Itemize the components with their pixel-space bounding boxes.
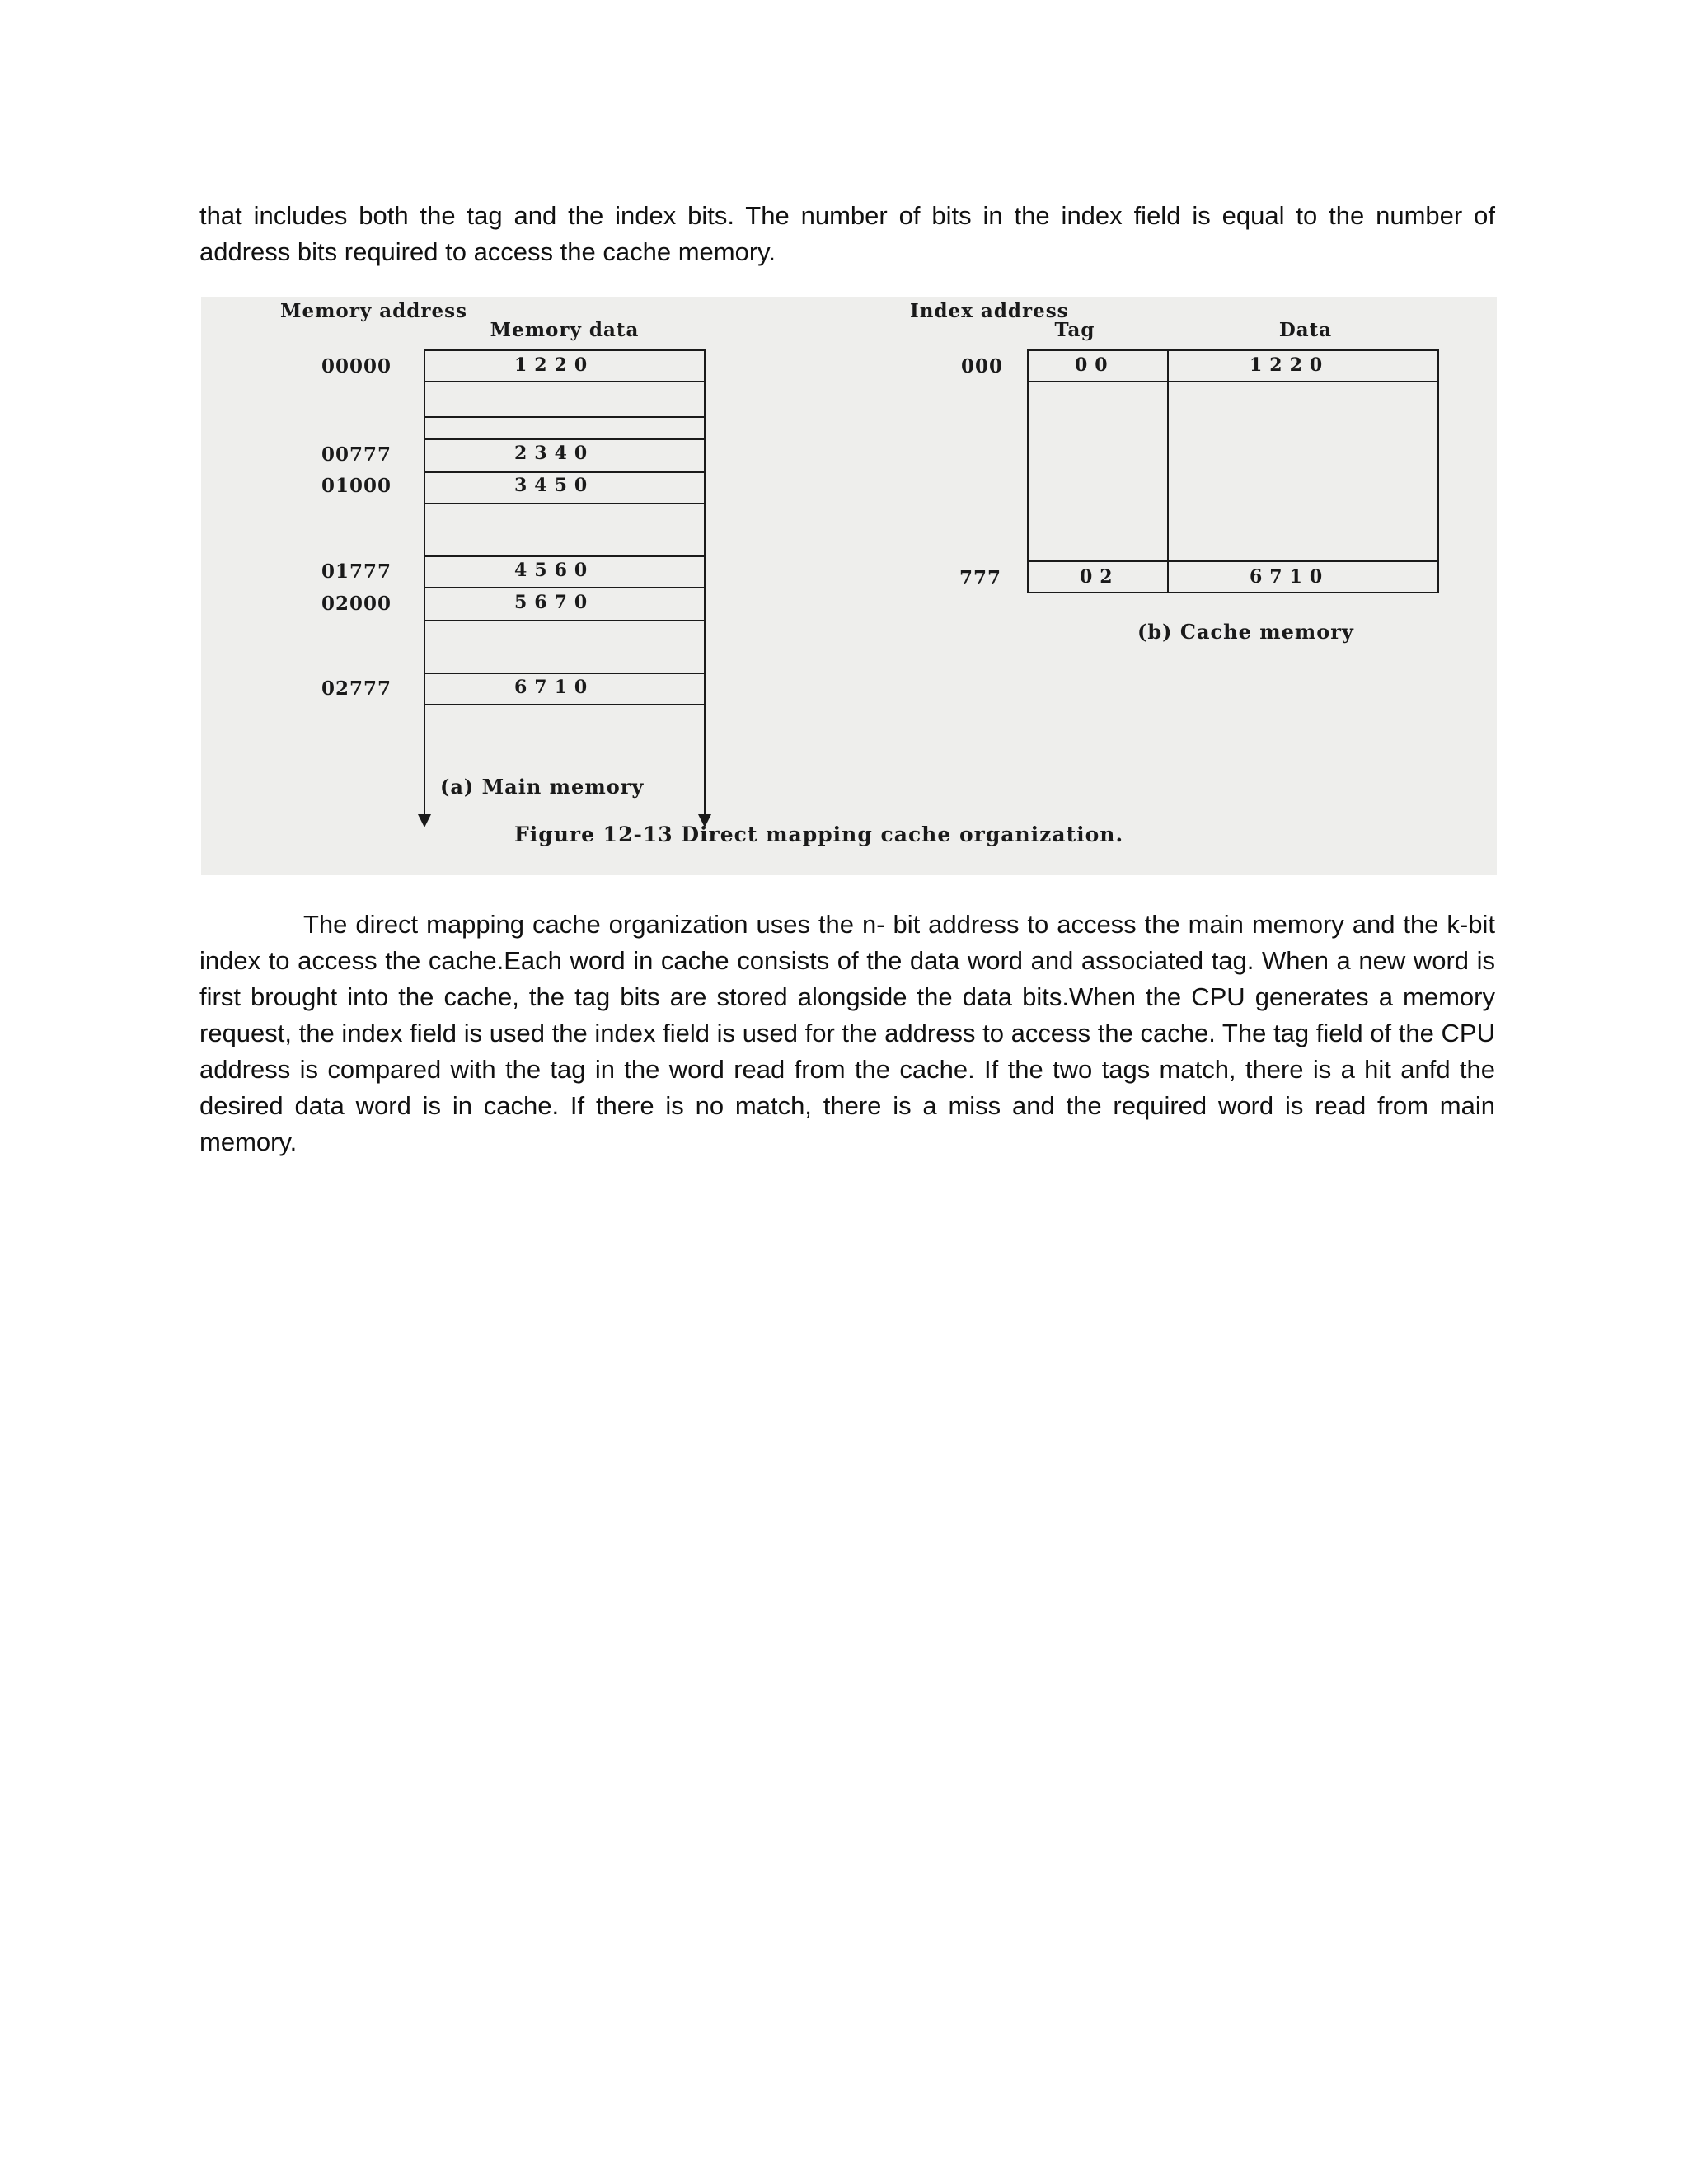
- main-memory-data: 4560: [514, 560, 595, 581]
- main-memory-address: 01000: [321, 475, 392, 497]
- main-memory-data: 3450: [514, 475, 595, 496]
- main-memory-address: 01777: [321, 560, 392, 583]
- main-memory-data: 2340: [514, 443, 595, 464]
- row-divider: [424, 349, 706, 351]
- main-memory-address: 00777: [321, 443, 392, 466]
- row-divider: [424, 471, 706, 473]
- main-memory-address: 02777: [321, 677, 392, 700]
- cache-index: 000: [961, 355, 1004, 377]
- cache-tag: 00: [1075, 354, 1115, 376]
- row-divider: [424, 673, 706, 674]
- main-memory-address: 02000: [321, 593, 392, 615]
- main-memory-address: 00000: [321, 355, 392, 377]
- cache-data: 6710: [1250, 566, 1330, 588]
- row-divider: [424, 438, 706, 440]
- main-memory-right-edge: [704, 349, 706, 818]
- memory-address-header: Memory address: [280, 300, 467, 322]
- main-memory-data: 6710: [514, 677, 595, 698]
- memory-data-header: Memory data: [490, 319, 640, 341]
- row-divider: [424, 381, 706, 382]
- tag-header: Tag: [1054, 319, 1095, 341]
- row-divider: [1027, 560, 1439, 562]
- cache-index: 777: [959, 567, 1002, 589]
- main-memory-caption: (a) Main memory: [440, 775, 645, 799]
- row-divider: [1027, 381, 1439, 382]
- cache-column-divider: [1167, 349, 1169, 593]
- row-divider: [424, 704, 706, 705]
- row-divider: [424, 587, 706, 588]
- cache-memory-table: [1027, 349, 1439, 593]
- cache-tag: 02: [1080, 566, 1120, 588]
- index-address-header: Index address: [910, 300, 1069, 322]
- main-memory-left-edge: [424, 349, 425, 818]
- main-memory-data: 5670: [514, 592, 595, 613]
- row-divider: [424, 416, 706, 418]
- row-divider: [424, 620, 706, 621]
- data-header: Data: [1278, 319, 1333, 341]
- row-divider: [424, 503, 706, 504]
- main-memory-data: 1220: [514, 354, 595, 376]
- direct-mapping-figure: [201, 297, 1497, 875]
- row-divider: [424, 555, 706, 557]
- intro-paragraph: that includes both the tag and the index bits. The number of bits in the index field is equal to the number of address bits required to access the cache memory.: [199, 201, 1495, 266]
- cache-memory-caption: (b) Cache memory: [1137, 620, 1354, 644]
- figure-caption: Figure 12-13 Direct mapping cache organization.: [514, 823, 1124, 846]
- body-paragraph: The direct mapping cache organization uses the n- bit address to access the main memory and the k-bit index to access the cache.Each word in cache consists of the data word and associated tag. When a new word is first brought into the cache, the tag bits are stored alongside the data bits.When the CPU generates a memory request, the index field is used the index field is used for the address to access the cache. The tag field of the CPU address is compared with the tag in the word read from the cache. If the two tags match, there is a hit anfd the desired data word is in cache. If there is no match, there is a miss and the required word is read from main memory.: [199, 910, 1495, 1156]
- cache-data: 1220: [1250, 354, 1330, 376]
- down-arrow-icon: [418, 814, 431, 827]
